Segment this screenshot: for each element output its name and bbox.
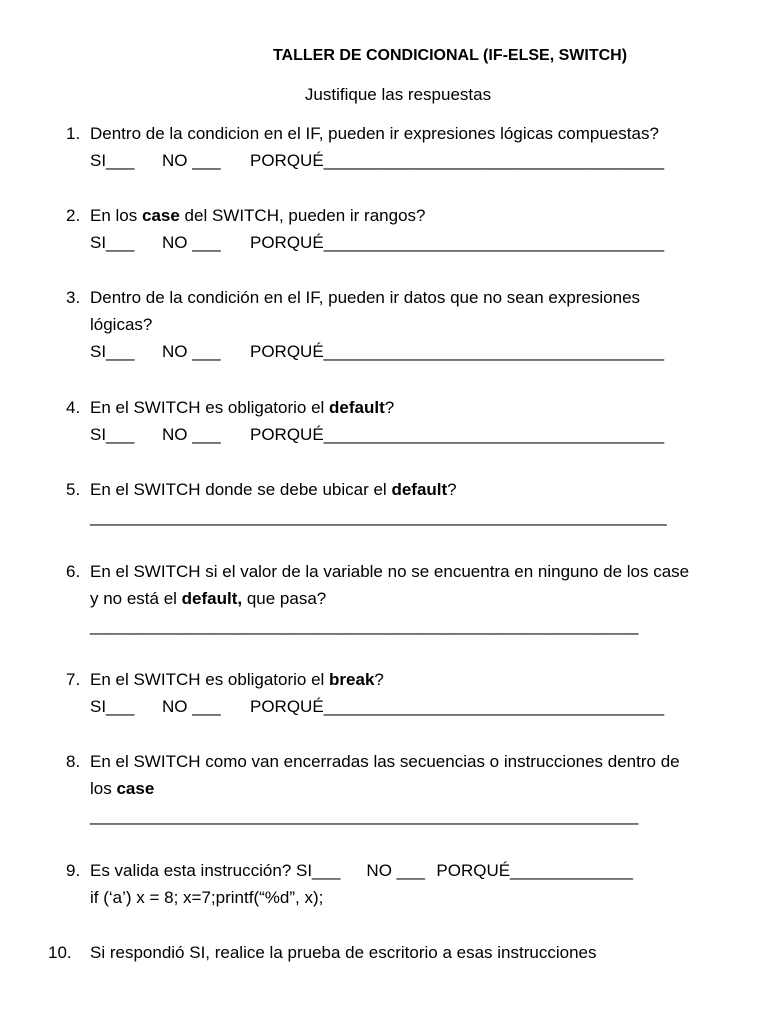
question-number: 9. xyxy=(66,861,81,880)
text-segment: En el SWITCH es obligatorio el xyxy=(90,398,330,417)
porque-blank: PORQUÉ____________________________________ xyxy=(250,233,665,252)
porque-blank: PORQUÉ____________________________________ xyxy=(250,342,665,361)
question-number: 8. xyxy=(66,752,81,771)
porque-blank: PORQUÉ____________________________________ xyxy=(250,425,665,444)
question-text: Dentro de la condición en el IF, pueden ir datos que no sean expresiones xyxy=(90,288,641,307)
question-text xyxy=(90,666,664,693)
text-segment: del SWITCH, pueden ir rangos? xyxy=(179,206,426,225)
question-text xyxy=(90,394,664,421)
question-number: 6. xyxy=(66,562,81,581)
text-segment: En el SWITCH donde se debe ubicar el xyxy=(90,480,392,499)
no-blank: NO ___ xyxy=(162,342,221,361)
question-text xyxy=(90,857,633,884)
bold-keyword: case xyxy=(116,779,155,798)
si-blank: SI___ xyxy=(90,697,135,716)
answer-underline: __________________________________________________________ xyxy=(90,806,639,825)
answer-line xyxy=(90,147,664,174)
porque-blank: PORQUÉ____________________________________ xyxy=(250,697,665,716)
bold-keyword: default xyxy=(329,398,385,417)
no-blank: NO ___ xyxy=(162,425,221,444)
question-text-continued xyxy=(90,585,689,612)
text-segment: ? xyxy=(374,670,384,689)
answer-line xyxy=(90,693,664,720)
question-text xyxy=(90,202,664,229)
question-text xyxy=(90,476,667,503)
no-blank: NO ___ xyxy=(162,151,221,170)
text-segment: ? xyxy=(447,480,457,499)
question-number: 4. xyxy=(66,398,81,417)
text-segment: ? xyxy=(384,398,395,417)
question-number: 2. xyxy=(66,206,81,225)
si-blank: SI___ xyxy=(90,151,135,170)
bold-keyword: case xyxy=(141,206,180,225)
question-text: Dentro de la condicion en el IF, pueden ir expresiones lógicas compuestas? xyxy=(90,124,659,143)
answer-underline: _____________________________________________________________ xyxy=(90,507,667,526)
answer-underline: __________________________________________________________ xyxy=(90,616,639,635)
no-blank: NO ___ xyxy=(366,861,426,880)
bold-keyword: default xyxy=(391,480,448,499)
question-text: En el SWITCH como van encerradas las secuencias o instrucciones dentro de xyxy=(90,752,680,771)
text-segment: que pasa? xyxy=(242,589,327,608)
no-blank: NO ___ xyxy=(162,697,221,716)
no-blank: NO ___ xyxy=(162,233,221,252)
question-text: Si respondió SI, realice la prueba de escritorio a esas instrucciones xyxy=(90,943,597,962)
question-number: 7. xyxy=(66,670,81,689)
si-blank: SI___ xyxy=(90,342,135,361)
text-segment: En los xyxy=(90,206,142,225)
question-number: 1. xyxy=(66,124,81,143)
text-segment: los xyxy=(90,779,117,798)
answer-line xyxy=(90,421,664,448)
si-blank: SI___ xyxy=(90,425,135,444)
question-number: 5. xyxy=(66,480,81,499)
porque-blank: PORQUÉ_____________ xyxy=(436,861,634,880)
question-text: En el SWITCH si el valor de la variable no se encuentra en ninguno de los case xyxy=(90,562,690,581)
question-text-continued: lógicas? xyxy=(90,315,153,334)
question-text-continued xyxy=(90,775,680,802)
document-subtitle: Justifique las respuestas xyxy=(304,85,492,104)
document-title: TALLER DE CONDICIONAL (IF-ELSE, SWITCH) xyxy=(272,47,628,64)
answer-line xyxy=(90,229,664,256)
answer-line xyxy=(90,338,664,365)
text-segment: En el SWITCH es obligatorio el xyxy=(90,670,330,689)
bold-keyword: default, xyxy=(181,589,243,608)
question-number: 10. xyxy=(48,943,72,962)
text-segment: y no está el xyxy=(90,589,182,608)
code-snippet: if (‘a’) x = 8; x=7;printf(“%d”, x); xyxy=(90,888,324,907)
bold-keyword: break xyxy=(329,670,375,689)
question-number: 3. xyxy=(66,288,81,307)
si-blank: SI___ xyxy=(90,233,135,252)
porque-blank: PORQUÉ____________________________________ xyxy=(250,151,665,170)
text-segment: Es valida esta instrucción? SI___ xyxy=(90,861,341,880)
